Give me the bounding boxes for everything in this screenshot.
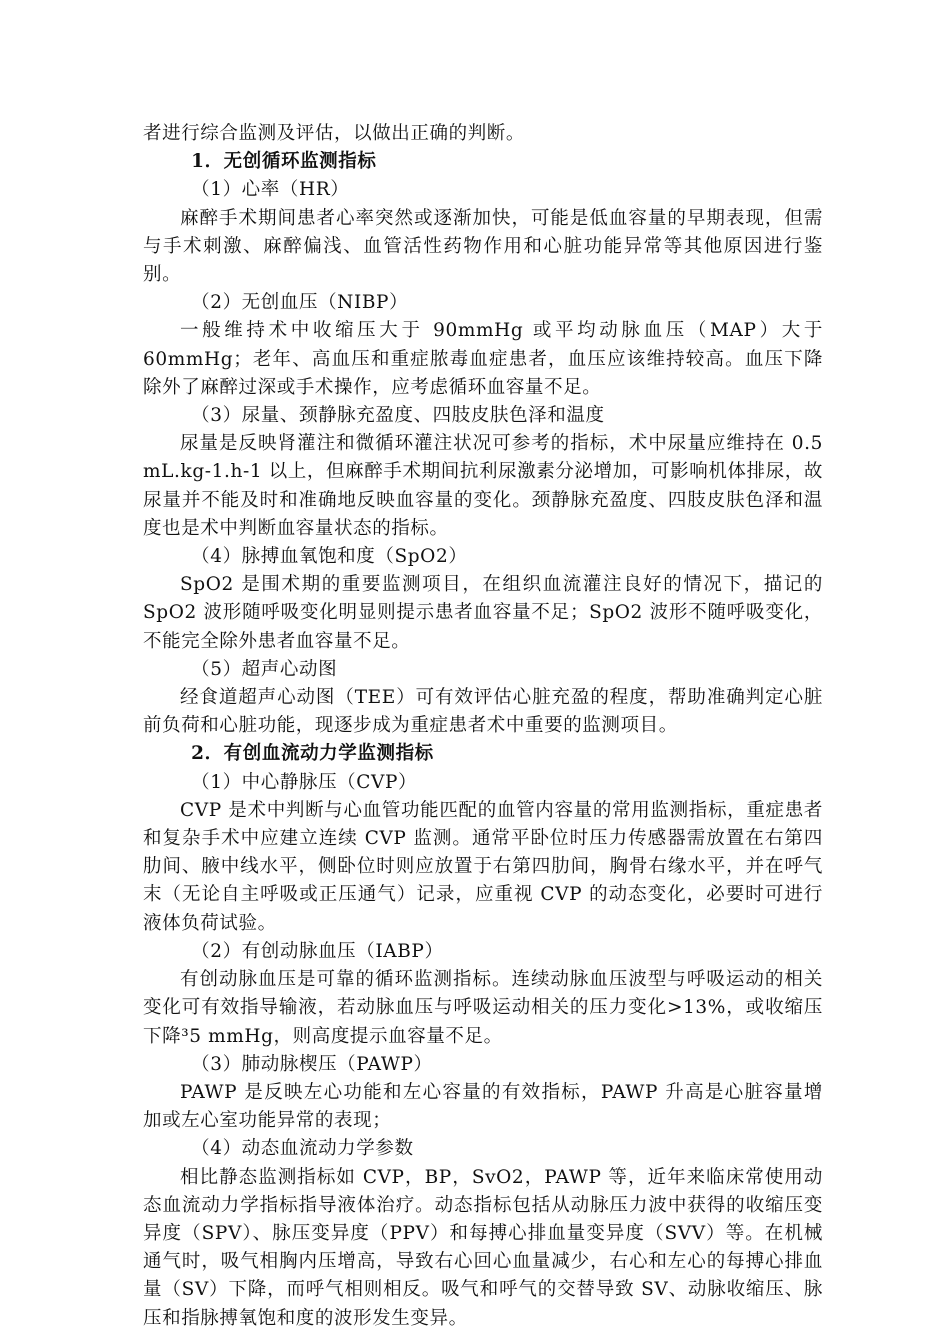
paragraph: 麻醉手术期间患者心率突然或逐渐加快，可能是低血容量的早期表现，但需与手术刺激、麻醉偏浅、血管活性药物作用和心脏功能异常等其他原因进行鉴别。 [143,207,823,286]
paragraph: CVP 是术中判断与心血管功能匹配的血管内容量的常用监测指标，重症患者和复杂手术中应建立连续 CVP 监测。通常平卧位时压力传感器需放置在右第四肋间、腋中线水平，侧卧位时则应放置于右第四肋间，胸骨右缘水平，并在呼气末（无论自主呼吸或正压通气）记录，应重视 CVP 的动态变化，必要时可进行液体负荷试验。 [143,799,823,934]
paragraph: 相比静态监测指标如 CVP，BP，SvO2，PAWP 等，近年来临床常使用动态血流动力学指标指导液体治疗。动态指标包括从动脉压力波中获得的收缩压变异度（SPV）、脉压变异度（PPV）和每搏心排血量变异度（SVV）等。在机械通气时，吸气相胸内压增高，导致右心回心血量减少，右心和左心的每搏心排血量（SV）下降，而呼气相则相反。吸气和呼气的交替导致 SV、动脉收缩压、脉压和指脉搏氧饱和度的波形发生变异。 [143,1166,823,1329]
section-heading: 1．无创循环监测指标 [191,151,377,173]
paragraph-continuation: 者进行综合监测及评估，以做出正确的判断。 [143,123,526,144]
paragraph: SpO2 是围术期的重要监测项目，在组织血流灌注良好的情况下，描记的 SpO2 波形随呼吸变化明显则提示患者血容量不足；SpO2 波形不随呼吸变化，不能完全除外患者血容量不足。 [143,574,823,652]
paragraph: 有创动脉血压是可靠的循环监测指标。连续动脉血压波型与呼吸运动的相关变化可有效指导输液，若动脉血压与呼吸运动相关的压力变化>13%，或收缩压下降³5 mmHg，则高度提示血容量不足。 [143,969,823,1047]
subsection-title: （5）超声心动图 [191,658,338,680]
section-heading: 2．有创血流动力学监测指标 [191,743,434,765]
paragraph: 尿量是反映肾灌注和微循环灌注状况可参考的指标，术中尿量应维持在 0.5 mL.kg-1.h-1 以上，但麻醉手术期间抗利尿激素分泌增加，可影响机体排尿，故尿量并不能及时和准确地反映血容量的变化。颈静脉充盈度、四肢皮肤色泽和温度也是术中判断血容量状态的指标。 [143,433,823,539]
paragraph: PAWP 是反映左心功能和左心容量的有效指标，PAWP 升高是心脏容量增加或左心室功能异常的表现； [143,1081,823,1132]
subsection-title: （2）有创动脉血压（IABP） [191,940,444,962]
subsection-title: （3）尿量、颈静脉充盈度、四肢皮肤色泽和温度 [191,405,605,427]
subsection-title: （2）无创血压（NIBP） [191,292,409,314]
subsection-title: （1）心率（HR） [191,179,350,201]
paragraph: 经食道超声心动图（TEE）可有效评估心脏充盈的程度，帮助准确判定心脏前负荷和心脏功能，现逐步成为重症患者术中重要的监测项目。 [143,687,823,737]
subsection-title: （4）动态血流动力学参数 [191,1138,414,1160]
subsection-title: （4）脉搏血氧饱和度（SpO2） [191,546,468,568]
paragraph: 一般维持术中收缩压大于 90mmHg 或平均动脉血压（MAP）大于 60mmHg；老年、高血压和重症脓毒血症患者，血压应该维持较高。血压下降除外了麻醉过深或手术操作，应考虑循环血容量不足。 [143,320,823,398]
document-page [143,120,823,1333]
subsection-title: （1）中心静脉压（CVP） [191,771,418,793]
subsection-title: （3）肺动脉楔压（PAWP） [191,1053,433,1075]
